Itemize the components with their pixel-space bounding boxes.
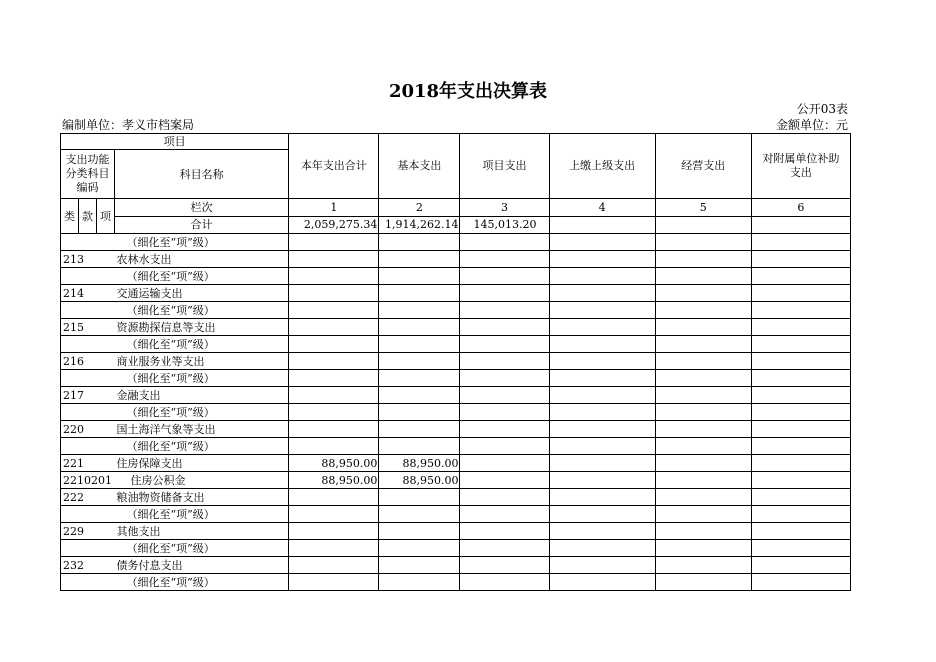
row-project xyxy=(460,455,549,472)
row-business xyxy=(655,336,751,353)
header-xiang: 项 xyxy=(97,199,115,234)
row-subject-name: 金融支出 xyxy=(115,387,289,404)
row-total xyxy=(289,404,379,421)
row-business xyxy=(655,404,751,421)
row-remit xyxy=(549,353,655,370)
row-project xyxy=(460,353,549,370)
row-basic xyxy=(379,353,460,370)
row-total xyxy=(289,336,379,353)
table-row xyxy=(61,234,851,251)
row-total xyxy=(289,540,379,557)
row-remit xyxy=(549,523,655,540)
row-basic xyxy=(379,336,460,353)
row-code xyxy=(61,438,115,455)
row-project xyxy=(460,540,549,557)
row-code: 216 xyxy=(61,353,115,370)
row-project xyxy=(460,268,549,285)
row-subject-name: 交通运输支出 xyxy=(115,285,289,302)
row-subject-name: （细化至“项”级） xyxy=(115,302,289,319)
row-project xyxy=(460,438,549,455)
row-remit xyxy=(549,421,655,438)
row-subject-name: （细化至“项”级） xyxy=(115,336,289,353)
row-remit xyxy=(549,574,655,591)
row-basic xyxy=(379,319,460,336)
row-remit xyxy=(549,506,655,523)
page-title: 2018年支出决算表 xyxy=(388,81,548,102)
table-row xyxy=(61,285,851,302)
row-subsidy xyxy=(751,404,850,421)
row-project xyxy=(460,421,549,438)
row-project xyxy=(460,251,549,268)
row-subsidy xyxy=(751,336,850,353)
row-basic xyxy=(379,506,460,523)
table-row xyxy=(61,353,851,370)
row-subsidy xyxy=(751,302,850,319)
row-total xyxy=(289,234,379,251)
row-code xyxy=(61,302,115,319)
row-code xyxy=(61,574,115,591)
row-remit xyxy=(549,285,655,302)
row-basic xyxy=(379,557,460,574)
row-code: 213 xyxy=(61,251,115,268)
row-project xyxy=(460,472,549,489)
row-basic xyxy=(379,540,460,557)
row-basic xyxy=(379,285,460,302)
row-basic: 88,950.00 xyxy=(379,455,460,472)
row-total xyxy=(289,523,379,540)
table-row xyxy=(61,438,851,455)
row-project xyxy=(460,404,549,421)
row-business xyxy=(655,268,751,285)
header-func-code: 支出功能分类科目编码 xyxy=(61,150,115,199)
row-total xyxy=(289,251,379,268)
header-project: 项目 xyxy=(61,134,289,150)
table-row xyxy=(61,523,851,540)
row-basic xyxy=(379,574,460,591)
row-basic xyxy=(379,489,460,506)
row-subject-name: 债务付息支出 xyxy=(115,557,289,574)
total-value: 1,914,262.14 xyxy=(379,216,460,234)
row-subject-name: 商业服务业等支出 xyxy=(115,353,289,370)
header-col-total: 本年支出合计 xyxy=(289,134,379,199)
row-business xyxy=(655,455,751,472)
row-subsidy xyxy=(751,387,850,404)
row-basic xyxy=(379,268,460,285)
total-value xyxy=(751,216,850,234)
row-remit xyxy=(549,455,655,472)
row-subsidy xyxy=(751,438,850,455)
row-basic xyxy=(379,387,460,404)
col-num-6: 6 xyxy=(751,199,850,217)
header-col-subsidy: 对附属单位补助支出 xyxy=(751,134,850,199)
row-subject-name: 农林水支出 xyxy=(115,251,289,268)
row-total xyxy=(289,302,379,319)
row-business xyxy=(655,489,751,506)
row-subject-name: （细化至“项”级） xyxy=(115,574,289,591)
row-project xyxy=(460,234,549,251)
row-subsidy xyxy=(751,234,850,251)
table-row xyxy=(61,574,851,591)
row-project xyxy=(460,302,549,319)
row-business xyxy=(655,387,751,404)
row-subject-name: （细化至“项”级） xyxy=(115,540,289,557)
row-total: 88,950.00 xyxy=(289,455,379,472)
row-total xyxy=(289,319,379,336)
row-business xyxy=(655,472,751,489)
table-row xyxy=(61,489,851,506)
header-subject-name: 科目名称 xyxy=(115,150,289,199)
table-row xyxy=(61,370,851,387)
row-business xyxy=(655,302,751,319)
row-subject-name: 住房公积金 xyxy=(115,472,289,489)
row-project xyxy=(460,523,549,540)
row-code: 217 xyxy=(61,387,115,404)
row-project xyxy=(460,557,549,574)
table-row xyxy=(61,404,851,421)
row-code: 229 xyxy=(61,523,115,540)
row-code: 214 xyxy=(61,285,115,302)
row-subsidy xyxy=(751,489,850,506)
row-subject-name: 住房保障支出 xyxy=(115,455,289,472)
row-code: 232 xyxy=(61,557,115,574)
row-total: 88,950.00 xyxy=(289,472,379,489)
row-basic xyxy=(379,404,460,421)
row-subject-name: （细化至“项”级） xyxy=(115,234,289,251)
row-subsidy xyxy=(751,557,850,574)
header-col-business: 经营支出 xyxy=(655,134,751,199)
row-subject-name: 粮油物资储备支出 xyxy=(115,489,289,506)
row-project xyxy=(460,336,549,353)
total-value xyxy=(549,216,655,234)
total-value: 145,013.20 xyxy=(460,216,549,234)
row-basic xyxy=(379,523,460,540)
row-basic xyxy=(379,370,460,387)
col-num-2: 2 xyxy=(379,199,460,217)
row-code xyxy=(61,540,115,557)
row-basic xyxy=(379,234,460,251)
col-num-5: 5 xyxy=(655,199,751,217)
table-row xyxy=(61,455,851,472)
row-subject-name: （细化至“项”级） xyxy=(115,370,289,387)
row-subsidy xyxy=(751,251,850,268)
row-business xyxy=(655,234,751,251)
form-number: 公开03表 xyxy=(796,102,848,116)
row-remit xyxy=(549,234,655,251)
row-project xyxy=(460,489,549,506)
row-business xyxy=(655,251,751,268)
header-col-basic: 基本支出 xyxy=(379,134,460,199)
row-basic: 88,950.00 xyxy=(379,472,460,489)
row-total xyxy=(289,438,379,455)
header-col-project: 项目支出 xyxy=(460,134,549,199)
row-total xyxy=(289,285,379,302)
row-subsidy xyxy=(751,506,850,523)
row-code: 2210201 xyxy=(61,472,115,489)
row-total xyxy=(289,489,379,506)
row-code xyxy=(61,234,115,251)
total-value xyxy=(655,216,751,234)
row-total xyxy=(289,268,379,285)
row-total xyxy=(289,574,379,591)
row-project xyxy=(460,370,549,387)
row-basic xyxy=(379,421,460,438)
table-row xyxy=(61,319,851,336)
row-business xyxy=(655,523,751,540)
row-business xyxy=(655,370,751,387)
row-subject-name: 其他支出 xyxy=(115,523,289,540)
col-num-4: 4 xyxy=(549,199,655,217)
amount-unit: 金额单位：元 xyxy=(775,118,848,132)
row-code: 220 xyxy=(61,421,115,438)
row-total xyxy=(289,506,379,523)
header-lanci: 栏次 xyxy=(115,199,289,217)
row-subsidy xyxy=(751,285,850,302)
row-subsidy xyxy=(751,421,850,438)
row-project xyxy=(460,285,549,302)
table-row xyxy=(61,472,851,489)
header-lei: 类 xyxy=(61,199,79,234)
row-total xyxy=(289,421,379,438)
row-project xyxy=(460,387,549,404)
row-project xyxy=(460,506,549,523)
row-business xyxy=(655,319,751,336)
row-code xyxy=(61,506,115,523)
compiling-unit: 编制单位：孝义市档案局 xyxy=(62,118,195,132)
row-subject-name: （细化至“项”级） xyxy=(115,268,289,285)
row-subject-name: （细化至“项”级） xyxy=(115,506,289,523)
row-subject-name: （细化至“项”级） xyxy=(115,404,289,421)
row-subject-name: 资源勘探信息等支出 xyxy=(115,319,289,336)
row-remit xyxy=(549,540,655,557)
row-total xyxy=(289,353,379,370)
row-remit xyxy=(549,404,655,421)
data-rows xyxy=(61,234,851,591)
table-row xyxy=(61,336,851,353)
row-business xyxy=(655,574,751,591)
total-value: 2,059,275.34 xyxy=(289,216,379,234)
row-subsidy xyxy=(751,523,850,540)
total-label: 合计 xyxy=(115,216,289,234)
row-business xyxy=(655,506,751,523)
row-code xyxy=(61,370,115,387)
row-total xyxy=(289,370,379,387)
row-subsidy xyxy=(751,370,850,387)
row-remit xyxy=(549,489,655,506)
col-num-3: 3 xyxy=(460,199,549,217)
row-subject-name: （细化至“项”级） xyxy=(115,438,289,455)
row-subsidy xyxy=(751,268,850,285)
row-remit xyxy=(549,319,655,336)
row-business xyxy=(655,557,751,574)
table-row xyxy=(61,557,851,574)
row-business xyxy=(655,540,751,557)
row-remit xyxy=(549,251,655,268)
row-business xyxy=(655,285,751,302)
row-basic xyxy=(379,302,460,319)
row-subsidy xyxy=(751,472,850,489)
row-project xyxy=(460,574,549,591)
row-code xyxy=(61,404,115,421)
row-subsidy xyxy=(751,455,850,472)
table-row xyxy=(61,302,851,319)
row-business xyxy=(655,438,751,455)
table-row xyxy=(61,540,851,557)
row-subsidy xyxy=(751,319,850,336)
row-remit xyxy=(549,302,655,319)
row-code: 222 xyxy=(61,489,115,506)
row-code: 215 xyxy=(61,319,115,336)
row-remit xyxy=(549,336,655,353)
table-row xyxy=(61,387,851,404)
row-total xyxy=(289,387,379,404)
col-num-1: 1 xyxy=(289,199,379,217)
row-business xyxy=(655,421,751,438)
row-remit xyxy=(549,387,655,404)
row-basic xyxy=(379,438,460,455)
row-total xyxy=(289,557,379,574)
row-remit xyxy=(549,370,655,387)
row-code xyxy=(61,268,115,285)
table-row xyxy=(61,251,851,268)
table-row xyxy=(61,506,851,523)
row-remit xyxy=(549,438,655,455)
row-subsidy xyxy=(751,574,850,591)
header-col-remit: 上缴上级支出 xyxy=(549,134,655,199)
expenditure-table xyxy=(60,133,851,591)
table-row xyxy=(61,421,851,438)
row-code: 221 xyxy=(61,455,115,472)
row-remit xyxy=(549,557,655,574)
row-remit xyxy=(549,472,655,489)
row-subsidy xyxy=(751,540,850,557)
row-remit xyxy=(549,268,655,285)
row-code xyxy=(61,336,115,353)
header-kuan: 款 xyxy=(79,199,97,234)
row-subsidy xyxy=(751,353,850,370)
row-project xyxy=(460,319,549,336)
row-business xyxy=(655,353,751,370)
row-subject-name: 国土海洋气象等支出 xyxy=(115,421,289,438)
table-row xyxy=(61,268,851,285)
row-basic xyxy=(379,251,460,268)
